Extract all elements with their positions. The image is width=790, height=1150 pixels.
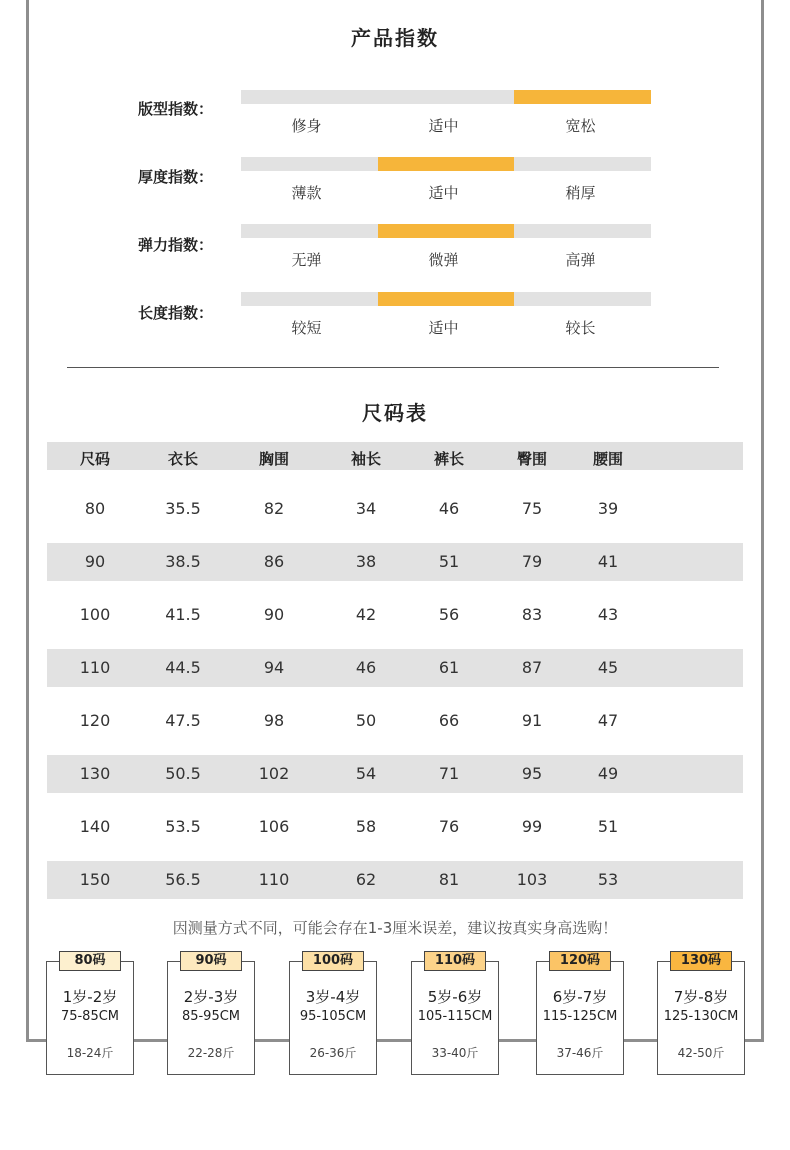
- table-cell: 58: [355, 817, 377, 836]
- table-row: [47, 490, 743, 528]
- table-cell: 76: [438, 817, 460, 836]
- table-cell: 90: [263, 605, 285, 624]
- size-card: [289, 953, 377, 1075]
- height-range: 115-125CM: [542, 1009, 618, 1024]
- size-table-header: [47, 442, 743, 470]
- header-cell: 胸围: [258, 450, 289, 468]
- table-cell: 79: [521, 552, 543, 571]
- size-card: [167, 953, 255, 1075]
- index-option: 宽松: [565, 117, 596, 135]
- table-cell: 95: [521, 764, 543, 783]
- weight-range: 33-40斤: [431, 1046, 479, 1060]
- table-cell: 80: [84, 499, 106, 518]
- size-card: [536, 953, 624, 1075]
- index-selected-segment: [378, 157, 515, 171]
- table-cell: 53.5: [165, 817, 201, 836]
- index-option: 高弹: [565, 251, 596, 269]
- table-cell: 62: [355, 870, 377, 889]
- index-option: 适中: [428, 319, 459, 337]
- table-row: [47, 861, 743, 899]
- table-cell: 99: [521, 817, 543, 836]
- index-selected-segment: [378, 224, 515, 238]
- age-range: 6岁-7岁: [552, 988, 608, 1006]
- table-cell: 39: [597, 499, 619, 518]
- table-row: [47, 755, 743, 793]
- index-bar: [241, 90, 651, 104]
- table-cell: 43: [597, 605, 619, 624]
- header-cell: 衣长: [167, 450, 198, 468]
- table-cell: 56.5: [165, 870, 201, 889]
- index-bar: [241, 157, 651, 171]
- index-bar: [241, 292, 651, 306]
- weight-range: 26-36斤: [309, 1046, 357, 1060]
- index-option: 微弹: [428, 251, 459, 269]
- table-cell: 56: [438, 605, 460, 624]
- header-cell: 裤长: [433, 450, 464, 468]
- header-cell: 袖长: [350, 450, 381, 468]
- table-cell: 47.5: [165, 711, 201, 730]
- index-label: 版型指数：: [138, 100, 214, 118]
- section-divider: [67, 367, 719, 368]
- age-range: 7岁-8岁: [673, 988, 729, 1006]
- table-row: [47, 649, 743, 687]
- table-cell: 102: [258, 764, 290, 783]
- index-bar: [241, 224, 651, 238]
- table-cell: 110: [258, 870, 290, 889]
- height-range: 95-105CM: [299, 1009, 367, 1024]
- table-cell: 47: [597, 711, 619, 730]
- table-row: [47, 543, 743, 581]
- index-option: 修身: [291, 117, 322, 135]
- table-cell: 46: [355, 658, 377, 677]
- table-row: [47, 808, 743, 846]
- table-cell: 82: [263, 499, 285, 518]
- table-row: [47, 702, 743, 740]
- height-range: 85-95CM: [181, 1009, 241, 1024]
- index-label: 弹力指数：: [138, 236, 214, 254]
- age-range: 2岁-3岁: [183, 988, 239, 1006]
- size-card: [46, 953, 134, 1075]
- table-cell: 53: [597, 870, 619, 889]
- size-badge: 130码: [670, 951, 732, 971]
- index-label: 厚度指数：: [138, 168, 214, 186]
- measurement-note: 因测量方式不同，可能会存在1-3厘米误差，建议按真实身高选购！: [172, 919, 618, 937]
- table-cell: 86: [263, 552, 285, 571]
- weight-range: 42-50斤: [677, 1046, 725, 1060]
- index-label: 长度指数：: [138, 304, 214, 322]
- table-cell: 66: [438, 711, 460, 730]
- table-cell: 50.5: [165, 764, 201, 783]
- index-option: 较长: [565, 319, 596, 337]
- table-cell: 106: [258, 817, 290, 836]
- table-cell: 41: [597, 552, 619, 571]
- height-range: 105-115CM: [417, 1009, 493, 1024]
- table-cell: 103: [516, 870, 548, 889]
- weight-range: 22-28斤: [187, 1046, 235, 1060]
- table-cell: 81: [438, 870, 460, 889]
- table-cell: 140: [79, 817, 111, 836]
- index-option: 适中: [428, 184, 459, 202]
- size-badge: 80码: [59, 951, 121, 971]
- table-cell: 46: [438, 499, 460, 518]
- table-cell: 87: [521, 658, 543, 677]
- table-cell: 50: [355, 711, 377, 730]
- table-cell: 35.5: [165, 499, 201, 518]
- index-selected-segment: [514, 90, 651, 104]
- size-badge: 110码: [424, 951, 486, 971]
- height-range: 75-85CM: [60, 1009, 120, 1024]
- size-badge: 90码: [180, 951, 242, 971]
- table-cell: 71: [438, 764, 460, 783]
- weight-range: 37-46斤: [556, 1046, 604, 1060]
- product-index-title: 产品指数: [351, 26, 439, 50]
- header-cell: 腰围: [592, 450, 623, 468]
- index-selected-segment: [378, 292, 515, 306]
- header-cell: 尺码: [79, 450, 110, 468]
- size-card: [657, 953, 745, 1075]
- age-range: 3岁-4岁: [305, 988, 361, 1006]
- table-cell: 44.5: [165, 658, 201, 677]
- size-badge: 120码: [549, 951, 611, 971]
- table-cell: 120: [79, 711, 111, 730]
- table-cell: 38: [355, 552, 377, 571]
- index-option: 适中: [428, 117, 459, 135]
- table-cell: 130: [79, 764, 111, 783]
- size-badge: 100码: [302, 951, 364, 971]
- header-cell: 臀围: [516, 450, 547, 468]
- table-row: [47, 596, 743, 634]
- index-option: 无弹: [291, 251, 322, 269]
- index-option: 稍厚: [565, 184, 596, 202]
- table-cell: 94: [263, 658, 285, 677]
- index-option: 薄款: [291, 184, 322, 202]
- size-card: [411, 953, 499, 1075]
- height-range: 125-130CM: [663, 1009, 739, 1024]
- table-cell: 54: [355, 764, 377, 783]
- table-cell: 83: [521, 605, 543, 624]
- table-cell: 34: [355, 499, 377, 518]
- table-cell: 41.5: [165, 605, 201, 624]
- table-cell: 45: [597, 658, 619, 677]
- age-range: 5岁-6岁: [427, 988, 483, 1006]
- table-cell: 98: [263, 711, 285, 730]
- age-range: 1岁-2岁: [62, 988, 118, 1006]
- table-cell: 49: [597, 764, 619, 783]
- table-cell: 150: [79, 870, 111, 889]
- table-cell: 38.5: [165, 552, 201, 571]
- table-cell: 91: [521, 711, 543, 730]
- table-cell: 75: [521, 499, 543, 518]
- table-cell: 100: [79, 605, 111, 624]
- table-cell: 90: [84, 552, 106, 571]
- table-cell: 110: [79, 658, 111, 677]
- weight-range: 18-24斤: [66, 1046, 114, 1060]
- size-table-title: 尺码表: [362, 401, 428, 425]
- table-cell: 51: [438, 552, 460, 571]
- table-cell: 61: [438, 658, 460, 677]
- table-cell: 51: [597, 817, 619, 836]
- index-option: 较短: [291, 319, 322, 337]
- table-cell: 42: [355, 605, 377, 624]
